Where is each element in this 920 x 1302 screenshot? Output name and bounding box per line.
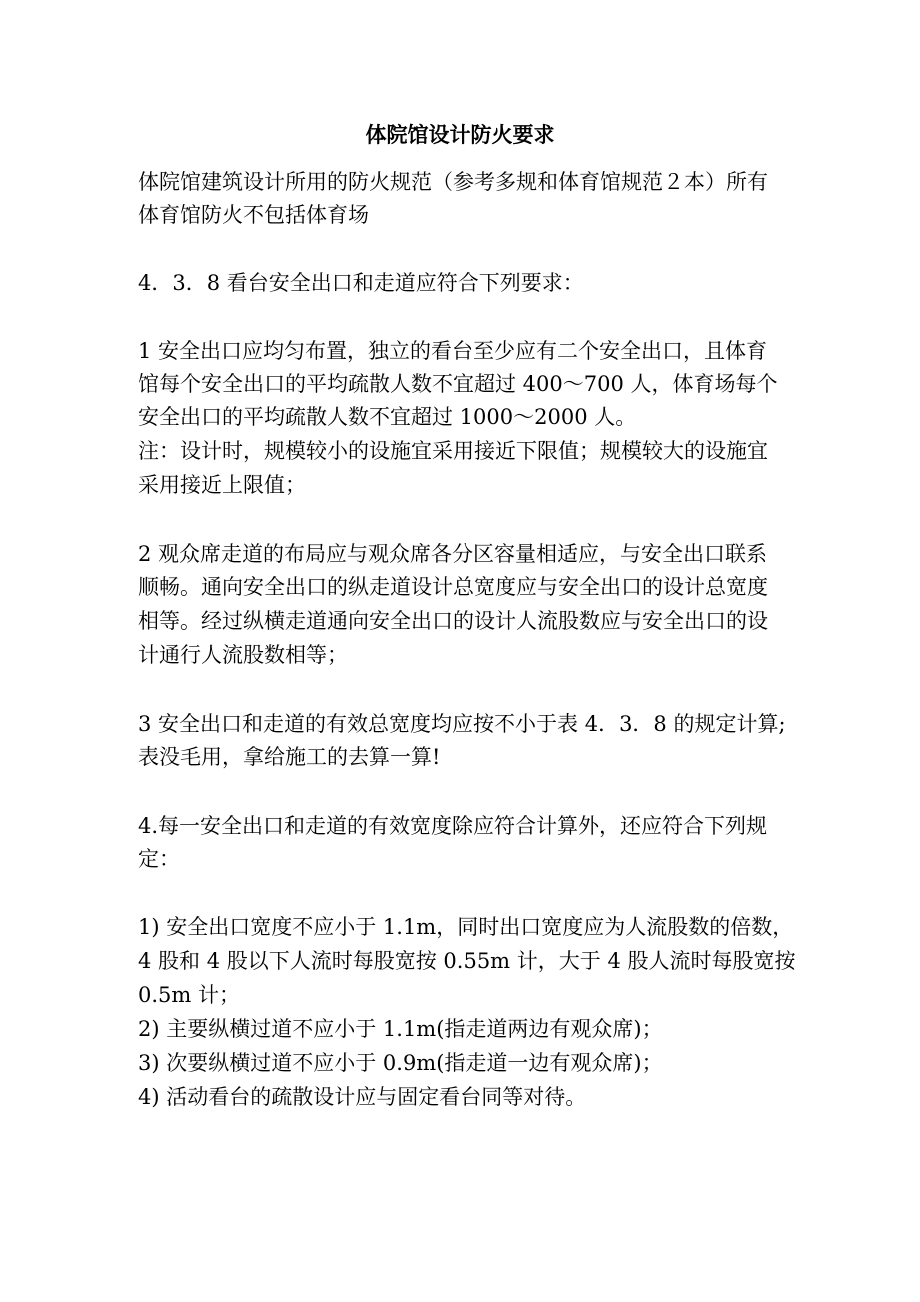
list-item: 2) 主要纵横过道不应小于 1.1m(指走道两边有观众席)； xyxy=(138,1017,663,1041)
list-item: 1) 安全出口宽度不应小于 1.1m，同时出口宽度应为人流股数的倍数， xyxy=(138,915,794,939)
text-line: 体院馆建筑设计所用的防火规范（参考多规和体育馆规范２本）所有 xyxy=(138,170,768,194)
text-line: 相等。经过纵横走道通向安全出口的设计人流股数应与安全出口的设 xyxy=(138,609,768,633)
text-line: 3 安全出口和走道的有效总宽度均应按不小于表 4．3．8 的规定计算; xyxy=(138,712,786,736)
text-line: 体育馆防火不包括体育场 xyxy=(138,203,369,227)
list-item: 4 股和 4 股以下人流时每股宽按 0.55m 计，大于 4 股人流时每股宽按 xyxy=(138,949,796,973)
note-line: 注：设计时，规模较小的设施宜采用接近下限值；规模较大的设施宜 xyxy=(138,439,768,463)
list-item: 3) 次要纵横过道不应小于 0.9m(指走道一边有观众席)； xyxy=(138,1051,663,1075)
text-line: 4.每一安全出口和走道的有效宽度除应符合计算外，还应符合下列规 xyxy=(138,814,768,838)
text-line: 计通行人流股数相等； xyxy=(138,643,348,667)
text-line: 顺畅。通向安全出口的纵走道设计总宽度应与安全出口的设计总宽度 xyxy=(138,575,768,599)
text-line: 表没毛用，拿给施工的去算一算! xyxy=(138,745,441,769)
text-line: 定： xyxy=(138,847,180,871)
list-item: 0.5m 计； xyxy=(138,983,240,1007)
text-line: 安全出口的平均疏散人数不宜超过 1000～2000 人。 xyxy=(138,405,637,429)
text-line: 馆每个安全出口的平均疏散人数不宜超过 400～700 人，体育场每个 xyxy=(138,372,778,396)
text-line: 1 安全出口应均匀布置，独立的看台至少应有二个安全出口，且体育 xyxy=(138,339,768,363)
section-heading: 4．3．8 看台安全出口和走道应符合下列要求： xyxy=(138,271,584,295)
list-item: 4) 活动看台的疏散设计应与固定看台同等对待。 xyxy=(138,1085,587,1109)
text-line: 2 观众席走道的布局应与观众席各分区容量相适应，与安全出口联系 xyxy=(138,542,768,566)
document-title: 体院馆设计防火要求 xyxy=(365,122,555,147)
note-line: 采用接近上限值； xyxy=(138,473,306,497)
